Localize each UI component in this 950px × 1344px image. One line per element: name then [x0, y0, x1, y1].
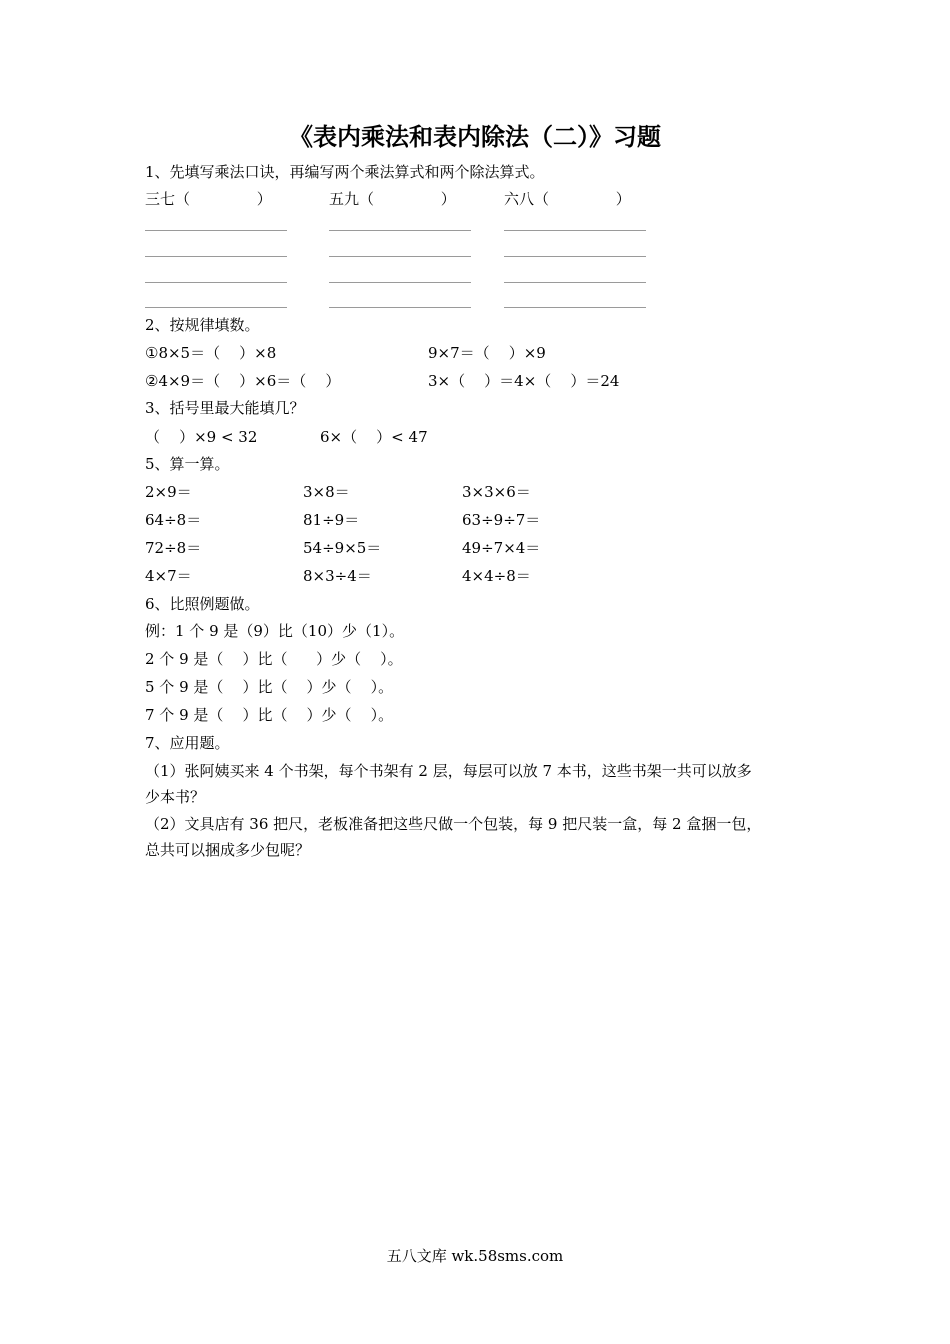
q7-problem-1-line-2: 少本书？: [145, 788, 206, 806]
q5-problem: 3×3×6＝: [462, 483, 531, 501]
q5-problem: 4×4÷8＝: [462, 567, 531, 585]
q5-problem: 64÷8＝: [145, 511, 202, 529]
answer-blank-line[interactable]: [504, 307, 646, 308]
answer-blank-line[interactable]: [504, 256, 646, 257]
q5-problem: 4×7＝: [145, 567, 192, 585]
q6-problem: 7 个 9 是（ ）比（ ）少（ ）。: [145, 706, 394, 724]
q5-problem: 63÷9÷7＝: [462, 511, 541, 529]
q3-heading: 3、括号里最大能填几？: [145, 399, 305, 417]
answer-blank-line[interactable]: [145, 230, 287, 231]
q6-example: 例：1 个 9 是（9）比（10）少（1）。: [145, 622, 405, 640]
q5-problem: 8×3÷4＝: [303, 567, 372, 585]
answer-blank-line[interactable]: [329, 230, 471, 231]
answer-blank-line[interactable]: [329, 307, 471, 308]
answer-blank-line[interactable]: [504, 282, 646, 283]
q7-problem-2-line-1: （2）文具店有 36 把尺，老板准备把这些尺做一个包装，每 9 把尺装一盒，每 2 盒捆一包，: [145, 815, 762, 833]
page-title: 《表内乘法和表内除法（二）》习题: [289, 122, 661, 151]
q1-heading: 1、先填写乘法口诀，再编写两个乘法算式和两个除法算式。: [145, 163, 545, 181]
q6-problem: 2 个 9 是（ ）比（ ）少（ ）。: [145, 650, 403, 668]
answer-blank-line[interactable]: [145, 256, 287, 257]
q5-problem: 49÷7×4＝: [462, 539, 541, 557]
q1-item: 五九（ ）: [329, 190, 456, 208]
q5-problem: 54÷9×5＝: [303, 539, 382, 557]
answer-blank-line[interactable]: [145, 307, 287, 308]
q1-item: 六八（ ）: [504, 190, 631, 208]
q3-problem: 6×（ ）< 47: [320, 428, 428, 446]
answer-blank-line[interactable]: [145, 282, 287, 283]
q2-problem: 9×7＝（ ）×9: [428, 344, 546, 362]
q5-problem: 3×8＝: [303, 483, 350, 501]
q7-problem-1-line-1: （1）张阿姨买来 4 个书架，每个书架有 2 层，每层可以放 7 本书，这些书架一共可以放多: [145, 762, 752, 780]
q5-problem: 2×9＝: [145, 483, 192, 501]
answer-blank-line[interactable]: [329, 256, 471, 257]
q2-problem: 3×（ ）＝4×（ ）＝24: [428, 372, 620, 390]
answer-blank-line[interactable]: [329, 282, 471, 283]
q5-heading: 5、算一算。: [145, 455, 230, 473]
q3-problem: （ ）×9 < 32: [145, 428, 258, 446]
q5-problem: 72÷8＝: [145, 539, 202, 557]
q1-item: 三七（ ）: [145, 190, 272, 208]
q5-problem: 81÷9＝: [303, 511, 360, 529]
q6-heading: 6、比照例题做。: [145, 595, 260, 613]
q7-heading: 7、应用题。: [145, 734, 230, 752]
q2-problem: ②4×9＝（ ）×6＝（ ）: [145, 372, 341, 390]
q6-problem: 5 个 9 是（ ）比（ ）少（ ）。: [145, 678, 394, 696]
page-footer: 五八文库 wk.58sms.com: [386, 1247, 564, 1265]
q2-problem: ①8×5＝（ ）×8: [145, 344, 277, 362]
q2-heading: 2、按规律填数。: [145, 316, 260, 334]
answer-blank-line[interactable]: [504, 230, 646, 231]
q7-problem-2-line-2: 总共可以捆成多少包呢？: [145, 841, 311, 859]
